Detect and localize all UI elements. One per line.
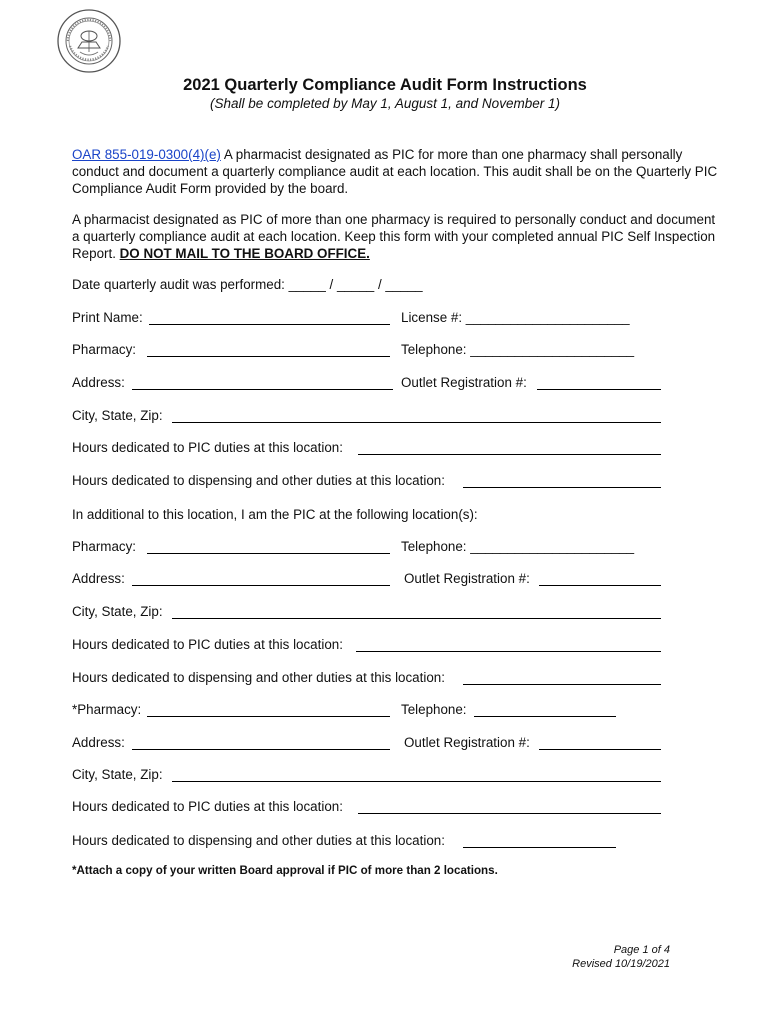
- page-title: 2021 Quarterly Compliance Audit Form Instructions: [183, 76, 587, 94]
- outlet-registration-3-input[interactable]: [539, 749, 661, 750]
- telephone-field[interactable]: Telephone: ______________________: [401, 342, 635, 357]
- hours-dispensing-label: Hours dedicated to dispensing and other duties at this location:: [72, 473, 445, 488]
- hours-pic-2-label: Hours dedicated to PIC duties at this location:: [72, 637, 343, 652]
- outlet-registration-label: Outlet Registration #:: [401, 375, 527, 390]
- hours-pic-2-input[interactable]: [356, 651, 661, 652]
- address-input[interactable]: [132, 389, 393, 390]
- page-number: Page 1 of 4: [613, 944, 670, 956]
- instructions-paragraph: [72, 211, 722, 262]
- hours-dispensing-3-label: Hours dedicated to dispensing and other duties at this location:: [72, 833, 445, 848]
- city-state-zip-label: City, State, Zip:: [72, 408, 163, 423]
- outlet-registration-input[interactable]: [537, 389, 661, 390]
- oar-rule-link[interactable]: OAR 855-019-0300(4)(e): [72, 147, 221, 162]
- additional-locations-text: In additional to this location, I am the PIC at the following location(s):: [72, 507, 478, 522]
- pharmacy-2-label: Pharmacy:: [72, 539, 136, 554]
- city-state-zip-2-input[interactable]: [172, 618, 661, 619]
- hours-dispensing-2-input[interactable]: [463, 684, 661, 685]
- hours-pic-label: Hours dedicated to PIC duties at this location:: [72, 440, 343, 455]
- hours-pic-3-label: Hours dedicated to PIC duties at this location:: [72, 799, 343, 814]
- page-subtitle: (Shall be completed by May 1, August 1, and November 1): [210, 96, 560, 111]
- outlet-registration-2-label: Outlet Registration #:: [404, 571, 530, 586]
- license-field[interactable]: License #: ______________________: [401, 310, 630, 325]
- rule-paragraph: [72, 146, 722, 197]
- instructions-text: A pharmacist designated as PIC of more than one pharmacy is required to personally conduct and document a quarterly compliance audit at each location. Keep this form with your completed annual PIC Self Inspection Report.: [72, 212, 716, 261]
- state-board-seal-icon: [56, 8, 122, 74]
- rule-text: A pharmacist designated as PIC for more than one pharmacy shall personally conduct and document a quarterly compliance audit at each location. This audit shall be on the Quarterly PIC Compliance Audit Form provided by the board.: [72, 147, 718, 196]
- telephone-3-input[interactable]: [474, 716, 616, 717]
- address-3-input[interactable]: [132, 749, 390, 750]
- address-label: Address:: [72, 375, 125, 390]
- pharmacy-input[interactable]: [147, 356, 390, 357]
- outlet-registration-3-label: Outlet Registration #:: [404, 735, 530, 750]
- address-2-label: Address:: [72, 571, 125, 586]
- hours-pic-3-input[interactable]: [358, 813, 661, 814]
- telephone-3-label: Telephone:: [401, 702, 467, 717]
- date-audit-field[interactable]: Date quarterly audit was performed: _____ / _____ / _____: [72, 277, 423, 292]
- outlet-registration-2-input[interactable]: [539, 585, 661, 586]
- city-state-zip-3-input[interactable]: [172, 781, 661, 782]
- pharmacy-3-label: *Pharmacy:: [72, 702, 142, 717]
- city-state-zip-2-label: City, State, Zip:: [72, 604, 163, 619]
- revision-date: Revised 10/19/2021: [572, 958, 670, 970]
- hours-dispensing-input[interactable]: [463, 487, 661, 488]
- pharmacy-label: Pharmacy:: [72, 342, 136, 357]
- pharmacy-3-input[interactable]: [147, 716, 390, 717]
- pharmacy-2-input[interactable]: [147, 553, 390, 554]
- do-not-mail-warning: DO NOT MAIL TO THE BOARD OFFICE.: [119, 246, 370, 261]
- city-state-zip-input[interactable]: [172, 422, 661, 423]
- hours-pic-input[interactable]: [358, 454, 661, 455]
- print-name-input[interactable]: [149, 324, 390, 325]
- hours-dispensing-3-input[interactable]: [463, 847, 616, 848]
- page-footer: [572, 943, 670, 971]
- city-state-zip-3-label: City, State, Zip:: [72, 767, 163, 782]
- hours-dispensing-2-label: Hours dedicated to dispensing and other duties at this location:: [72, 670, 445, 685]
- address-2-input[interactable]: [132, 585, 390, 586]
- address-3-label: Address:: [72, 735, 125, 750]
- approval-note: *Attach a copy of your written Board approval if PIC of more than 2 locations.: [72, 864, 498, 877]
- telephone-2-field[interactable]: Telephone: ______________________: [401, 539, 635, 554]
- print-name-label: Print Name:: [72, 310, 143, 325]
